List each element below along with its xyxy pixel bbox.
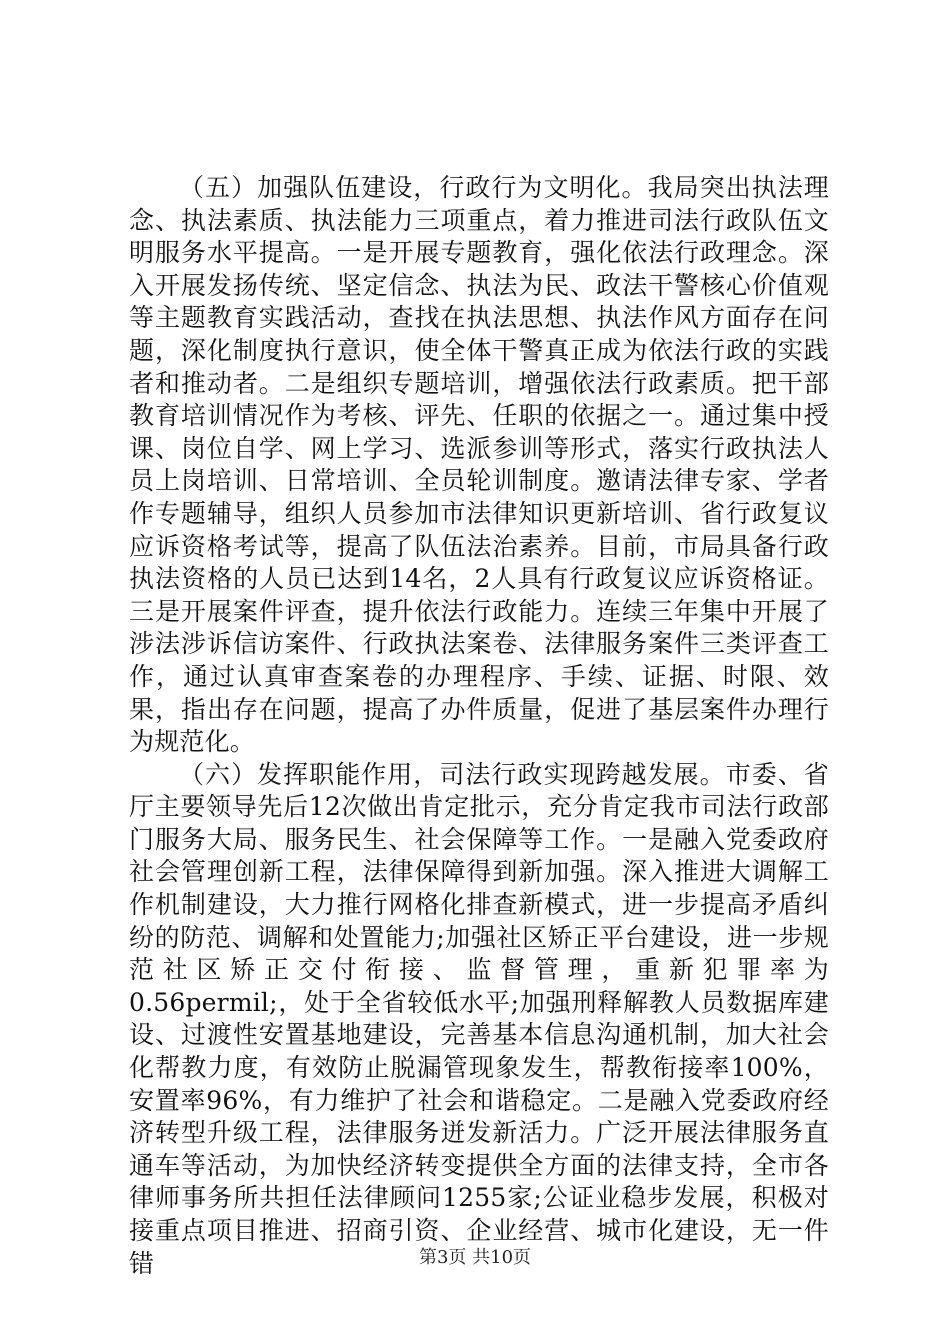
document-body xyxy=(129,172,829,1280)
paragraph-six: （六）发挥职能作用，司法行政实现跨越发展。市委、省厅主要领导先后12次做出肯定批示，充分肯定我市司法行政部门服务大局、服务民生、社会保障等工作。一是融入党委政府社会管理创新工程，法律保障得到新加强。深入推进大调解工作机制建设，大力推行网格化排查新模式，进一步提高矛盾纠纷的防范、调解和处置能力;加强社区矫正平台建设，进一步规范社区矫正交付衔接、监督管理，重新犯罪率为0.56permil;，处于全省较低水平;加强刑释解教人员数据库建设、过渡性安置基地建设，完善基本信息沟通机制，加大社会化帮教力度，有效防止脱漏管现象发生，帮教衔接率100%，安置率96%，有力维护了社会和谐稳定。二是融入党委政府经济转型升级工程，法律服务迸发新活力。广泛开展法律服务直通车等活动，为加快经济转变提供全方面的法律支持，全市各律师事务所共担任法律顾问1255家;公证业稳步发展，积极对接重点项目推进、招商引资、企业经营、城市化建设，无一件错 xyxy=(129,759,829,1278)
page-number-footer: 第3页 共10页 xyxy=(418,1247,532,1268)
paragraph-five: （五）加强队伍建设，行政行为文明化。我局突出执法理念、执法素质、执法能力三项重点，着力推进司法行政队伍文明服务水平提高。一是开展专题教育，强化依法行政理念。深入开展发扬传统、坚定信念、执法为民、政法干警核心价值观等主题教育实践活动，查找在执法思想、执法作风方面存在问题，深化制度执行意识，使全体干警真正成为依法行政的实践者和推动者。二是组织专题培训，增强依法行政素质。把干部教育培训情况作为考核、评先、任职的依据之一。通过集中授课、岗位自学、网上学习、选派参训等形式，落实行政执法人员上岗培训、日常培训、全员轮训制度。邀请法律专家、学者作专题辅导，组织人员参加市法律知识更新培训、省行政复议应诉资格考试等，提高了队伍法治素养。目前，市局具备行政执法资格的人员已达到14名，2人具有行政复议应诉资格证。三是开展案件评查，提升依法行政能力。连续三年集中开展了涉法涉诉信访案件、行政执法案卷、法律服务案件三类评查工作，通过认真审查案卷的办理程序、手续、证据、时限、效果，指出存在问题，提高了办件质量，促进了基层案件办理行为规范化。 xyxy=(129,173,829,757)
